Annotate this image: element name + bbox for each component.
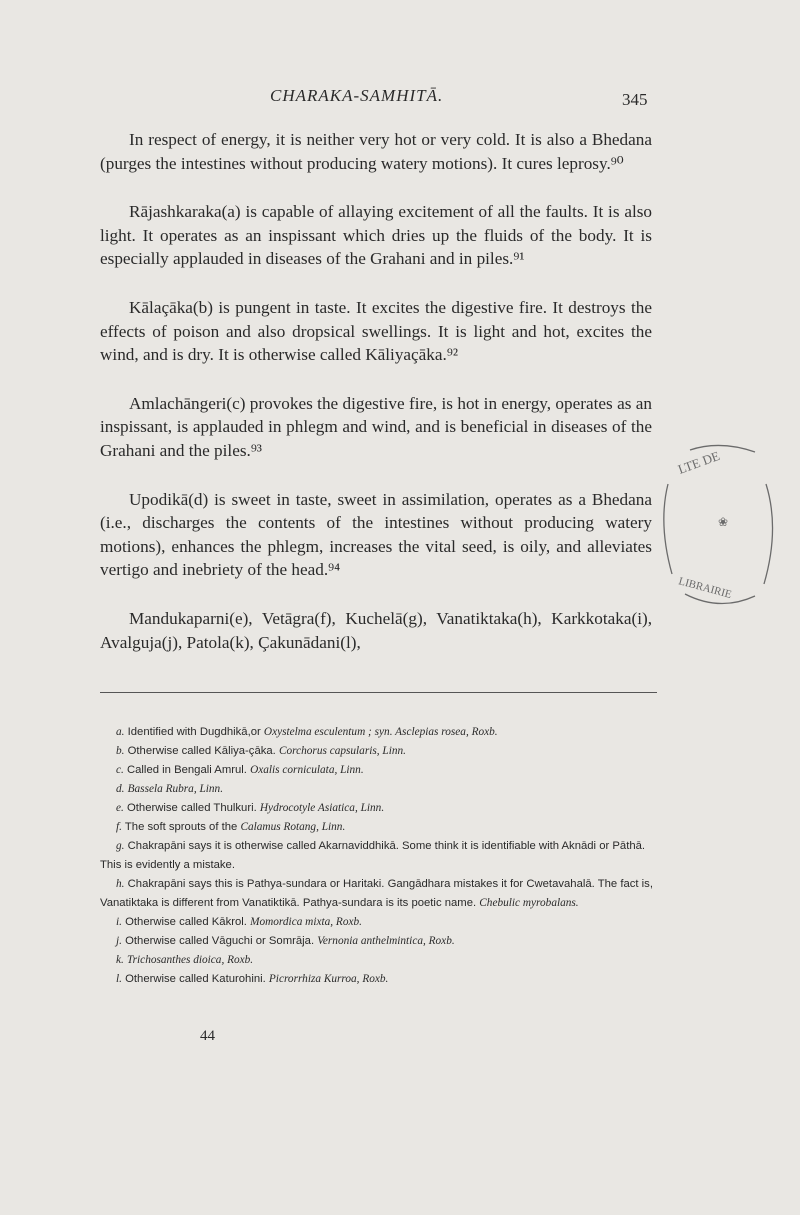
footnote: f. The soft sprouts of the Calamus Rotang, Linn. xyxy=(116,821,346,833)
footnote: i. Otherwise called Kākrol. Momordica mixta, Roxb. xyxy=(116,916,362,928)
footnote: l. Otherwise called Katurohini. Picrorrhiza Kurroa, Roxb. xyxy=(116,973,389,985)
library-stamp-icon xyxy=(660,444,778,609)
folio: 44 xyxy=(200,1028,215,1044)
footnote-rule xyxy=(100,692,657,693)
paragraph: Amlachāngeri(c) provokes the digestive fire, is hot in energy, operates as an inspissant, is applauded in phlegm and wind, and is beneficial in diseases of the Grahani and the piles.⁹³ xyxy=(100,393,652,460)
footnote: g. Chakrapāni says it is otherwise called Akarnaviddhikā. Some think it is identifiable with Aknādi or Pāthā. This is evidently a mistake. xyxy=(100,840,646,871)
paragraph: Kālaçāka(b) is pungent in taste. It excites the digestive fire. It destroys the effects of poison and also dropsical swellings. It is light and hot, excites the wind, and is dry. It is otherwise called Kāliyaçāka.⁹² xyxy=(100,297,652,365)
footnote: h. Chakrapāni says this is Pathya-sundara or Haritaki. Gangādhara mistakes it for Cwetavahalā. The fact is, Vanatiktaka is different from Vanatiktikā. Pathya-sundara is its poetic name. Chebulic myrobalans. xyxy=(100,878,653,909)
footnote: k. Trichosanthes dioica, Roxb. xyxy=(116,954,254,966)
footnotes xyxy=(100,723,653,989)
footnote: c. Called in Bengali Amrul. Oxalis corniculata, Linn. xyxy=(116,764,364,776)
footnote: e. Otherwise called Thulkuri. Hydrocotyle Asiatica, Linn. xyxy=(116,802,385,814)
svg-text:LTE DE: LTE DE xyxy=(675,447,722,477)
footnote: j. Otherwise called Vāguchi or Somrāja. Vernonia anthelmintica, Roxb. xyxy=(116,935,455,947)
paragraph: Upodikā(d) is sweet in taste, sweet in assimilation, operates as a Bhedana (i.e., discharges the contents of the intestines without producing watery motions), enhances the phlegm, increases the vital seed, is oily, and alleviates vertigo and inebriety of the head.⁹⁴ xyxy=(100,489,652,580)
footnote: b. Otherwise called Kāliya-çāka. Corchorus capsularis, Linn. xyxy=(116,745,406,757)
body-text xyxy=(100,128,652,654)
paragraph: Rājashkaraka(a) is capable of allaying excitement of all the faults. It is also light. It operates as an inspissant which dries up the fluids of the body. It is especially applauded in diseases of the Grahani and in piles.⁹¹ xyxy=(100,202,652,269)
svg-text:LIBRAIRIE: LIBRAIRIE xyxy=(677,575,733,601)
footnote: d. Bassela Rubra, Linn. xyxy=(116,783,224,795)
running-head: CHARAKA-SAMHITĀ. xyxy=(270,86,444,105)
footnote: a. Identified with Dugdhikā,or Oxystelma esculentum ; syn. Asclepias rosea, Roxb. xyxy=(116,726,498,738)
svg-text:❀: ❀ xyxy=(718,515,729,529)
page-number: 345 xyxy=(622,90,648,109)
paragraph: Mandukaparni(e), Vetāgra(f), Kuchelā(g), Vanatiktaka(h), Karkkotaka(i), Avalguja(j), Patola(k), Çakunādani(l), xyxy=(100,608,652,652)
paragraph: In respect of energy, it is neither very hot or very cold. It is also a Bhedana (purges the intestines without producing watery motions). It cures leprosy.⁹⁰ xyxy=(100,130,652,173)
